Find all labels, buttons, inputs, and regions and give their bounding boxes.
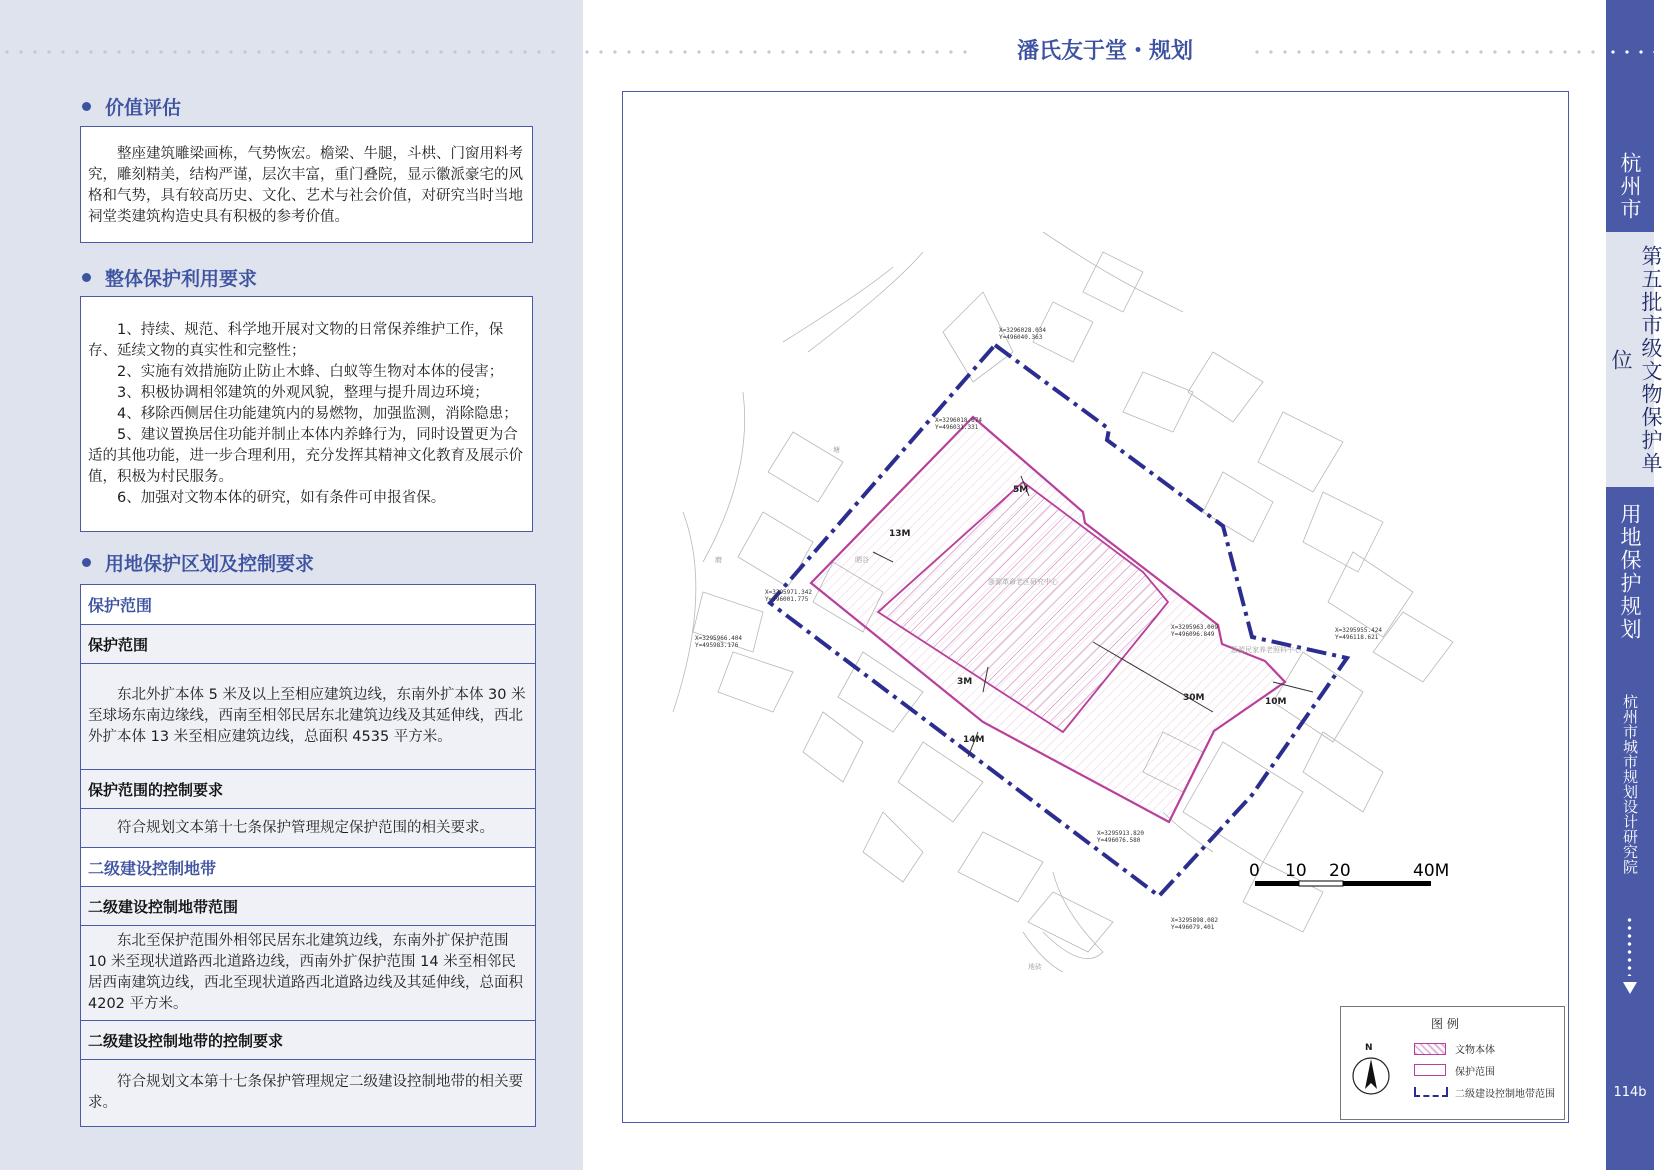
dimension-label: 5M	[1013, 485, 1029, 495]
legend-label: 文物本体	[1455, 1045, 1495, 1056]
dimension-label: 14M	[963, 735, 985, 745]
requirement-item: 4、移除西侧居住功能建筑内的易燃物，加强监测，消除隐患；	[117, 406, 518, 422]
scale-tick-label: 20	[1329, 861, 1351, 881]
scale-tick-label: 40M	[1413, 861, 1450, 881]
legend-title: 图 例	[1431, 1017, 1459, 1031]
requirement-item: 1、持续、规范、科学地开展对文物的日常保养维护工作，保存、延续文物的真实性和完整性；	[88, 322, 504, 359]
legend-swatch-control-zone	[1414, 1087, 1448, 1097]
sidebar-institute: 杭州市城市规划设计研究院	[1621, 694, 1639, 874]
sidebar-batch: 第五批市级文物保护单位	[1609, 245, 1663, 475]
coordinate-label: X=3295971.342 Y=496001.775	[765, 589, 812, 603]
coordinate-label: X=3296028.034 Y=496040.363	[999, 327, 1046, 341]
coordinate-label: X=3295966.404 Y=495983.176	[695, 635, 742, 649]
table-header-control-zone: 二级建设控制地带	[81, 848, 535, 887]
place-label: 磨	[715, 556, 722, 564]
land-protection-table	[80, 584, 536, 1127]
protection-requirements-box	[80, 296, 533, 532]
map-legend	[1340, 1006, 1565, 1120]
page-number: 114b	[1613, 1085, 1647, 1100]
coordinate-label: X=3295955.424 Y=496118.621	[1335, 627, 1382, 641]
requirement-item: 6、加强对文物本体的研究，如有条件可申报省保。	[117, 490, 446, 506]
coordinate-label: X=3295913.820 Y=496076.580	[1097, 830, 1144, 844]
page-title: 潘氏友于堂・规划	[1016, 39, 1193, 64]
value-paragraph: 整座建筑雕梁画栋，气势恢宏。檐梁、牛腿，斗栱、门窗用料考究，雕刻精美，结构严谨，层次丰富，重门叠院，显示徽派豪宅的风格和气势，具有较高历史、文化、艺术与社会价值，对研究当时当地祠堂类建筑构造史具有积极的参考价值。	[88, 146, 523, 225]
sidebar-batch-block	[1606, 232, 1663, 487]
requirement-item: 2、实施有效措施防止防止木蜂、白蚁等生物对本体的侵害；	[117, 364, 504, 380]
dimension-label: 10M	[1265, 697, 1287, 707]
section-heading-land: 用地保护区划及控制要求	[82, 549, 314, 576]
place-label: 浙源革命老区研究中心	[988, 578, 1058, 586]
value-assessment-box	[80, 126, 533, 243]
section-heading-protection: 整体保护利用要求	[82, 264, 257, 291]
place-label: 地砖	[1028, 963, 1042, 971]
down-arrow-icon	[1623, 982, 1637, 994]
legend-label: 二级建设控制地带范围	[1455, 1089, 1555, 1100]
dimension-label: 30M	[1183, 693, 1205, 703]
sidebar-dots	[1606, 50, 1654, 54]
scale-bar	[1249, 861, 1449, 886]
table-text-cell: 符合规划文本第十七条保护管理规定保护范围的相关要求。	[81, 809, 535, 848]
place-label: 浙源民家养老照料中心	[1231, 646, 1301, 654]
place-label: 塘	[833, 446, 840, 454]
table-subheader: 保护范围	[81, 625, 535, 664]
dimension-label: 3M	[957, 677, 973, 687]
requirement-item: 3、积极协调相邻建筑的外观风貌，整理与提升周边环境；	[117, 385, 489, 401]
sidebar-topic: 用地保护规划	[1618, 503, 1642, 641]
north-label: N	[1365, 1043, 1373, 1053]
requirement-item: 5、建议置换居住功能并制止本体内养蜂行为，同时设置更为合适的其他功能，进一步合理利用，充分发挥其精神文化教育及展示价值，积极为村民服务。	[88, 427, 523, 485]
section-heading-value: 价值评估	[82, 93, 181, 120]
table-text-cell: 符合规划文本第十七条保护管理规定二级建设控制地带的相关要求。	[81, 1060, 535, 1126]
legend-label: 保护范围	[1455, 1067, 1495, 1078]
legend-swatch-heritage	[1414, 1043, 1446, 1055]
site-plan-drawing	[623, 92, 1570, 1124]
north-arrow-icon	[1351, 1055, 1391, 1097]
dimension-label: 13M	[889, 529, 911, 539]
legend-swatch-protection	[1414, 1064, 1446, 1076]
coordinate-label: X=3296018.874 Y=496031.331	[935, 417, 982, 431]
bullet-icon	[82, 273, 91, 282]
planning-map	[622, 91, 1569, 1123]
divider-dots-left	[0, 50, 560, 54]
coordinate-label: X=3295963.009 Y=496096.849	[1171, 624, 1218, 638]
table-subheader: 二级建设控制地带范围	[81, 887, 535, 926]
table-subheader: 保护范围的控制要求	[81, 770, 535, 809]
right-sidebar	[1606, 0, 1663, 1170]
bullet-icon	[82, 558, 91, 567]
scale-tick-label: 10	[1285, 861, 1307, 881]
place-label: 晒谷	[855, 556, 869, 564]
table-subheader: 二级建设控制地带的控制要求	[81, 1021, 535, 1060]
divider-dots-right	[1250, 50, 1600, 54]
divider-dots-middle	[580, 50, 970, 54]
bullet-icon	[82, 102, 91, 111]
sidebar-vertical-dots	[1627, 916, 1632, 976]
sidebar-city: 杭州市	[1618, 151, 1642, 221]
coordinate-label: X=3295898.082 Y=496079.401	[1171, 917, 1218, 931]
scale-tick-label: 0	[1249, 861, 1260, 881]
table-text-cell: 东北外扩本体 5 米及以上至相应建筑边线，东南外扩本体 30 米至球场东南边缘线，西南至相邻民居东北建筑边线及其延伸线，西北外扩本体 13 米至相应建筑边线，总面积 4535 平方米。	[81, 664, 535, 770]
table-header-protection-range: 保护范围	[81, 585, 535, 625]
table-text-cell: 东北至保护范围外相邻民居东北建筑边线，东南外扩保护范围 10 米至现状道路西北道路边线，西南外扩保护范围 14 米至相邻民居西南建筑边线，西北至现状道路西北道路边线及其延伸线，总面积 4202 平方米。	[81, 926, 535, 1021]
